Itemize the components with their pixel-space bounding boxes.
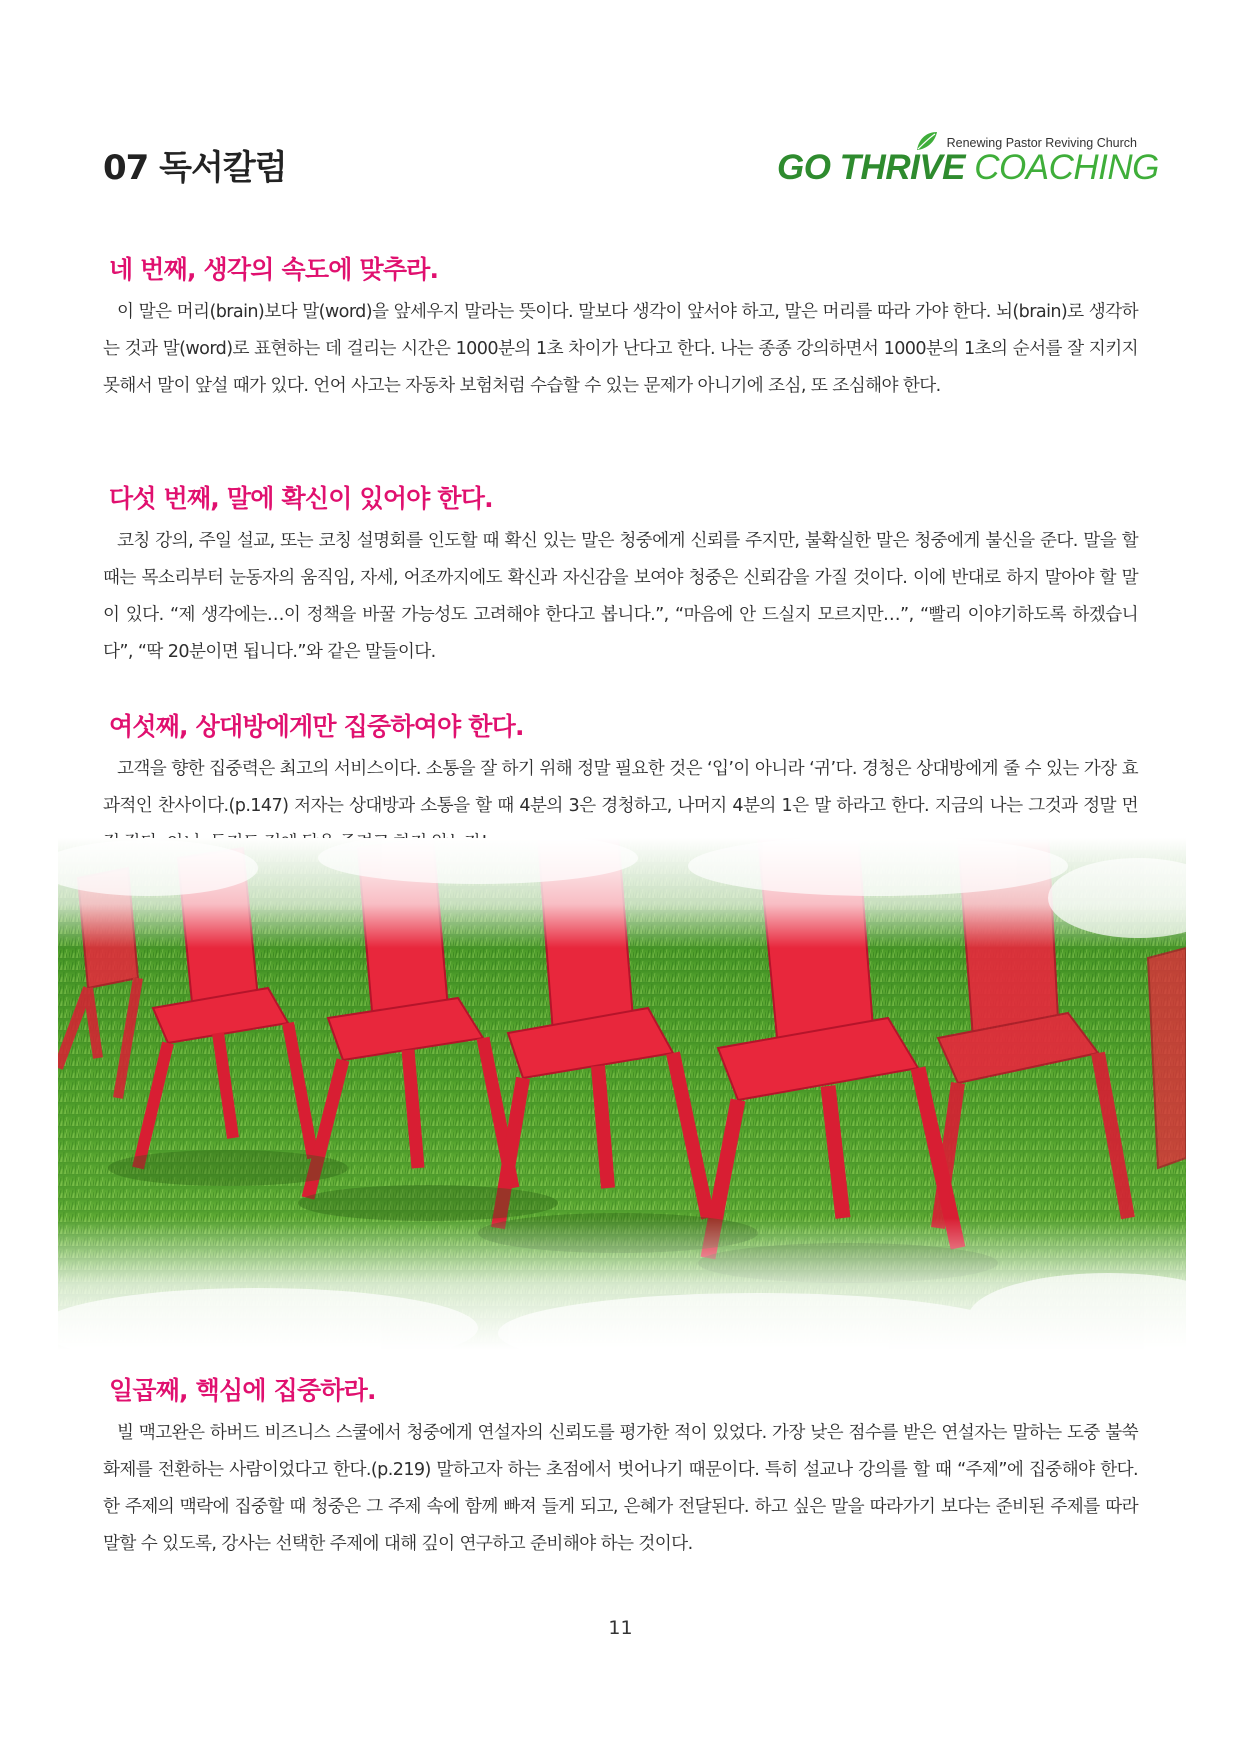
section-body: 코칭 강의, 주일 설교, 또는 코칭 설명회를 인도할 때 확신 있는 말은 청중에게 신뢰를 주지만, 불확실한 말은 청중에게 불신을 준다. 말을 할 때는 목소리부터 눈동자의 움직임, 자세, 어조까지에도 확신과 자신감을 보여야 청중은 신뢰감을 가질 것이다. 이에 반대로 하지 말아야 할 말이 있다. “제 생각에는…이 정책을 바꿀 가능성도 고려해야 한다고 봅니다.”, “마음에 안 드실지 모르지만…”, “빨리 이야기하도록 하겠습니다”, “딱 20분이면 됩니다.”와 같은 말들이다. [103, 531, 1138, 662]
logo-brand-light: COACHING [965, 148, 1159, 187]
go-thrive-coaching-logo [775, 126, 1159, 196]
section-fifth [103, 479, 1138, 671]
section-heading: 다섯 번째, 말에 확신이 있어야 한다. [109, 484, 493, 513]
red-chairs-illustration [58, 838, 1186, 1350]
logo-brand-strong: GO THRIVE [777, 148, 966, 187]
red-chairs-photo [58, 838, 1186, 1350]
section-heading: 여섯째, 상대방에게만 집중하여야 한다. [109, 712, 524, 741]
section-body: 빌 맥고완은 하버드 비즈니스 스쿨에서 청중에게 연설자의 신뢰도를 평가한 적이 있었다. 가장 낮은 점수를 받은 연설자는 말하는 도중 불쑥 화제를 전환하는 사람이었다고 한다.(p.219) 말하고자 하는 초점에서 벗어나기 때문이다. 특히 설교나 강의를 할 때 “주제”에 집중해야 한다. 한 주제의 맥락에 집중할 때 청중은 그 주제 속에 함께 빠져 들게 되고, 은혜가 전달된다. 하고 싶은 말을 따라가기 보다는 준비된 주제를 따라 말할 수 있도록, 강사는 선택한 주제에 대해 깊이 연구하고 준비해야 하는 것이다. [103, 1423, 1138, 1554]
logo-tagline: Renewing Pastor Reviving Church [946, 136, 1137, 150]
section-seventh [103, 1371, 1138, 1563]
section-body: 이 말은 머리(brain)보다 말(word)을 앞세우지 말라는 뜻이다. 말보다 생각이 앞서야 하고, 말은 머리를 따라 가야 한다. 뇌(brain)로 생각하는 것과 말(word)로 표현하는 데 걸리는 시간은 1000분의 1초 차이가 난다고 한다. 나는 종종 강의하면서 1000분의 1초의 순서를 잘 지키지 못해서 말이 앞설 때가 있다. 언어 사고는 자동차 보험처럼 수습할 수 있는 문제가 아니기에 조심, 또 조심해야 한다. [103, 302, 1138, 396]
logo-wordmark [777, 148, 1159, 188]
section-heading: 일곱째, 핵심에 집중하라. [109, 1376, 376, 1405]
section-fourth [103, 250, 1138, 405]
column-title: 07 독서칼럼 [103, 148, 287, 188]
section-heading: 네 번째, 생각의 속도에 맞추라. [109, 255, 439, 284]
page-number: 11 [608, 1617, 633, 1639]
section-body: 고객을 향한 집중력은 최고의 서비스이다. 소통을 잘 하기 위해 정말 필요한 것은 ‘입’이 아니라 ‘귀’다. 경청은 상대방에게 줄 수 있는 가장 효과적인 찬사이다.(p.147) 저자는 상대방과 소통을 할 때 4분의 3은 경청하고, 나머지 4분의 1은 말 하라고 한다. 지금의 나는 그것과 정말 먼 [103, 759, 1138, 816]
